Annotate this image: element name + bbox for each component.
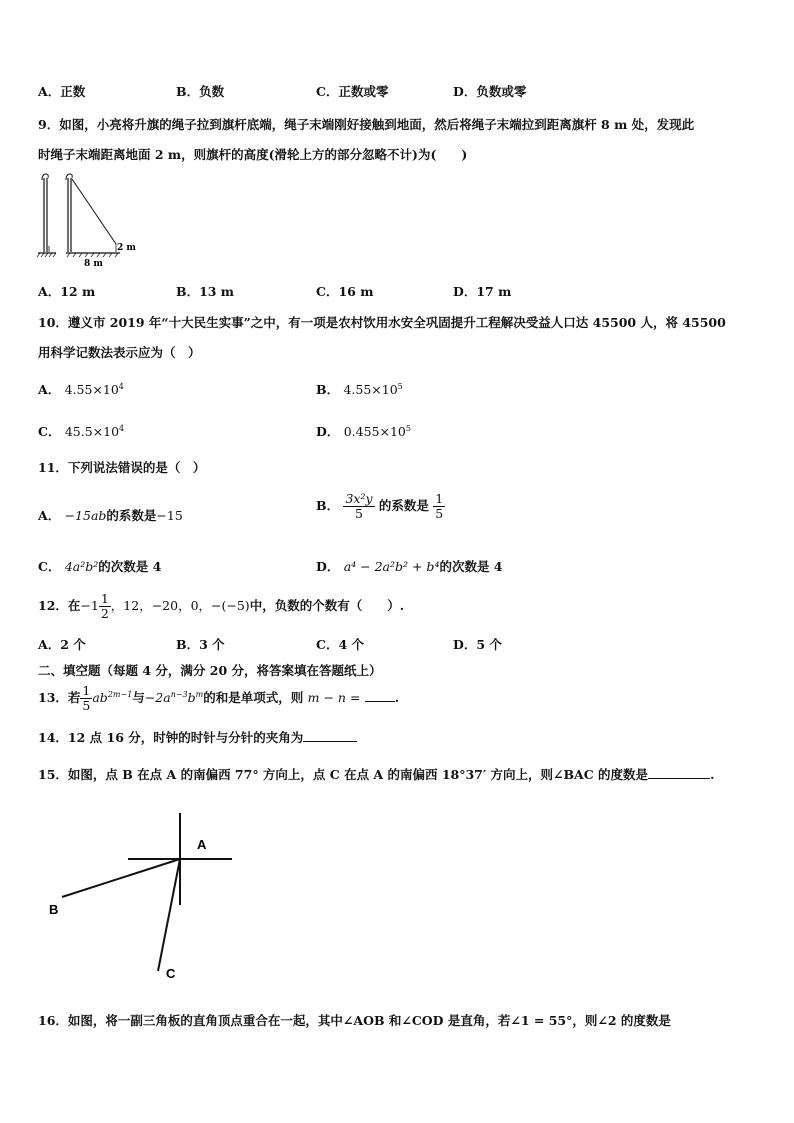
q11-option-c: C． 4a²b²的次数是 4: [38, 559, 162, 574]
q13-answer-blank: [365, 701, 395, 702]
q14-answer-blank: [303, 741, 357, 742]
q8-option-b: B．负数: [176, 84, 225, 99]
q8-option-c: C．正数或零: [316, 84, 389, 99]
q15-answer-blank: [648, 778, 710, 779]
q10-option-d: D． $0.455\times 10^5$: [316, 423, 411, 439]
direction-figure: [40, 805, 250, 985]
point-c-label: C: [166, 966, 176, 981]
q9-option-b: B．13 m: [176, 284, 235, 299]
q9-stem-line1: 9．如图，小亮将升旗的绳子拉到旗杆底端，绳子末端刚好接触到地面，然后将绳子末端拉到距离旗杆 8 m 处，发现此: [38, 117, 695, 132]
q9-stem-line2: 时绳子末端距离地面 2 m，则旗杆的高度(滑轮上方的部分忽略不计)为( ): [38, 147, 468, 162]
flagpole-figure: [36, 170, 136, 270]
q10-option-a: A． $4.55\times 10^4$: [38, 381, 124, 397]
point-a-label: A: [197, 837, 207, 852]
q8-option-a: A．正数: [38, 84, 86, 99]
q15-stem: 15．如图，点 B 在点 A 的南偏西 77° 方向上，点 C 在点 A 的南偏西 18°37′ 方向上，则∠BAC 的度数是 .: [38, 767, 715, 782]
q12-stem: 12．在−1 $\frac{1}{2}$ ，12，−20，0，−(−5)中，负数的个数有（ ）.: [38, 591, 405, 621]
q14-stem: 14．12 点 16 分，时钟的时针与分针的夹角为: [38, 728, 357, 746]
q11-stem: 11．下列说法错误的是（ ）: [38, 460, 206, 475]
q13-stem: 13．若 $\frac{1}{5}$ $ab^{2m-1}$与$-2a^{n-3}b^m$的和是单项式，则 m − n = .: [38, 683, 400, 713]
q11-option-b: B． $\frac{\text{3x²y}}{5}$ 的系数是 $\frac{1}{5}$: [316, 491, 444, 521]
q11-option-a: A． −15ab的系数是−15: [38, 508, 183, 523]
q12-option-c: C．4 个: [316, 637, 364, 652]
q10-option-c: C． $45.5\times 10^4$: [38, 423, 125, 439]
point-b-label: B: [49, 902, 59, 917]
q10-stem-line1: 10．遵义市 2019 年“十大民生实事”之中，有一项是农村饮用水安全巩固提升工程解决受益人口达 45500 人，将 45500: [38, 315, 726, 330]
q9-option-d: D．17 m: [453, 284, 512, 299]
q12-option-b: B．3 个: [176, 637, 225, 652]
q11-option-d: D． a⁴ − 2a²b² + b⁴的次数是 4: [316, 559, 503, 574]
section-heading: 二、填空题（每题 4 分，满分 20 分，将答案填在答题纸上）: [38, 663, 382, 678]
q16-stem: 16．如图，将一副三角板的直角顶点重合在一起，其中∠AOB 和∠COD 是直角，若∠1 = 55°，则∠2 的度数是: [38, 1013, 671, 1028]
fig-label-8m: 8 m: [84, 259, 103, 269]
fig-label-2m: 2 m: [117, 243, 136, 253]
q12-option-a: A．2 个: [38, 637, 86, 652]
q9-option-a: A．12 m: [38, 284, 96, 299]
q12-option-d: D．5 个: [453, 637, 502, 652]
q10-stem-line2: 用科学记数法表示应为（ ）: [38, 345, 201, 360]
q10-option-b: B． $4.55\times 10^5$: [316, 381, 403, 397]
q9-option-c: C．16 m: [316, 284, 374, 299]
q8-option-d: D．负数或零: [453, 84, 527, 99]
